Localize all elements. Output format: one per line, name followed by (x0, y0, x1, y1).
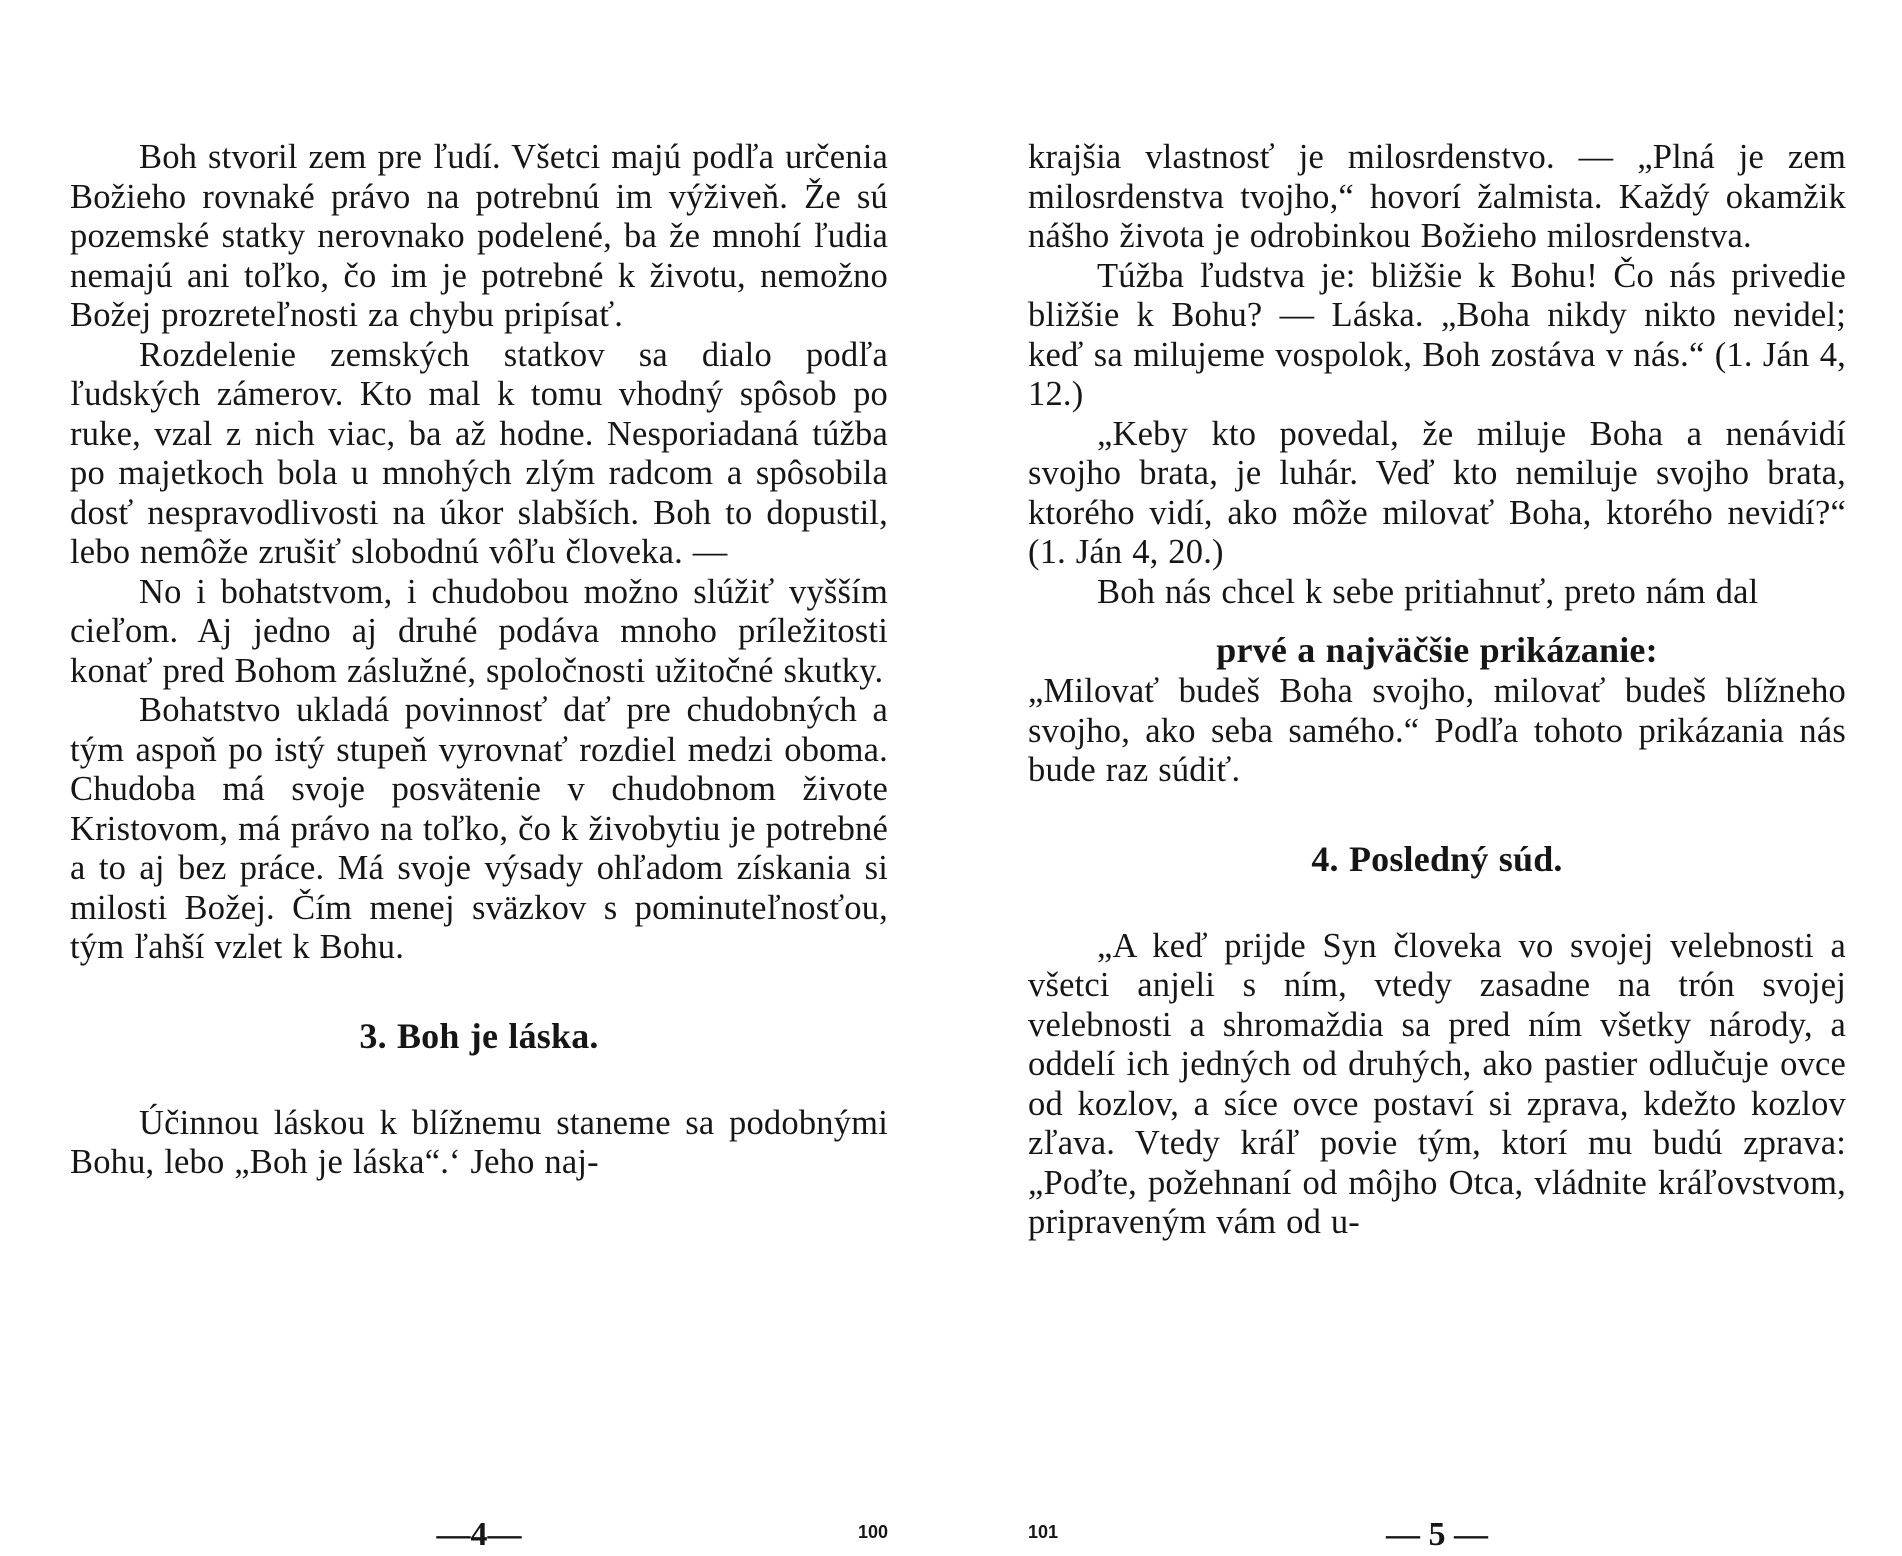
left-page-footer (70, 1516, 888, 1556)
right-page-body (1028, 138, 1846, 1243)
folio: — 5 — (1386, 1516, 1488, 1553)
paragraph: krajšia vlastnosť je milosrdenstvo. — „Plná je zem milosrdenstva tvojho,“ hovorí žalmista. Každý okamžik nášho života je odrobinkou Božieho milosrdenstva. (1028, 138, 1846, 255)
paragraph: Účinnou láskou k blížnemu staneme sa podobnými Bohu, lebo „Boh je láska“.‘ Jeho naj- (70, 1103, 888, 1181)
paragraph: Túžba ľudstva je: bližšie k Bohu! Čo nás privedie bližšie k Bohu? — Láska. „Boha nikdy nikto nevidel; keď sa milujeme vospolok, Boh zostáva v nás.“ (1. Ján 4, 12.) (1028, 256, 1846, 413)
subheading: prvé a najväčšie prikázanie: (1216, 630, 1658, 670)
section-heading: 3. Boh je láska. (359, 1015, 599, 1056)
paragraph: „Keby kto povedal, že miluje Boha a nenávidí svojho brata, je luhár. Veď kto nemiluje svojho brata, ktorého vidí, ako môže milovať Boha, ktorého nevidí?“ (1. Ján 4, 20.) (1028, 414, 1846, 571)
paragraph: Boh stvoril zem pre ľudí. Všetci majú podľa určenia Božieho rovnaké právo na potrebnú im výživeň. Že sú pozemské statky nerovnako podelené, ba že mnohí ľudia nemajú ani toľko, čo im je potrebné k životu, nemožno Božej prozreteľnosti za chybu pripísať. (70, 138, 888, 334)
paragraph: No i bohatstvom, i chudobou možno slúžiť vyšším cieľom. Aj jedno aj druhé podáva mnoho príležitosti konať pred Bohom záslužné, spoločnosti užitočné skutky. (70, 572, 888, 690)
paragraph: „A keď prijde Syn človeka vo svojej velebnosti a všetci anjeli s ním, vtedy zasadne na trón svojej velebnosti a shromaždia sa pred ním všetky národy, a oddelí ich jedných od druhých, ako pastier odlučuje ovce od kozlov, a síce ovce postaví si zprava, kdežto kozlov zľava. Vtedy kráľ povie tým, ktorí mu budú zprava: „Poďte, požehnaní od môjho Otca, vládnite kráľovstvom, pripraveným vám od u- (1028, 926, 1846, 1241)
paragraph: Boh nás chcel k sebe pritiahnuť, preto nám dal (1097, 572, 1759, 611)
page-number: 101 (1028, 1522, 1059, 1542)
commandment: „Milovať budeš Boha svojho, milovať budeš blížneho svojho, ako seba samého.“ Podľa tohoto prikázania nás bude raz súdiť. (1028, 672, 1846, 789)
right-page-footer (1028, 1516, 1846, 1556)
paragraph: Bohatstvo ukladá povinnosť dať pre chudobných a tým aspoň po istý stupeň vyrovnať rozdiel medzi oboma. Chudoba má svoje posvätenie v chudobnom živote Kristovom, má právo na toľko, čo k živobytiu je potrebné a to aj bez práce. Má svoje výsady ohľadom získania si milosti Božej. Čím menej sväzkov s pominuteľnosťou, tým ľahší vzlet k Bohu. (70, 691, 888, 966)
page-number: 100 (857, 1522, 888, 1542)
paragraph: Rozdelenie zemských statkov sa dialo podľa ľudských zámerov. Kto mal k tomu vhodný spôsob po ruke, vzal z nich viac, ba až hodne. Nesporiadaná túžba po majetkoch bola u mnohých zlým radcom a spôsobila dosť nespravodlivosti na úkor slabších. Boh to dopustil, lebo nemôže zrušiť slobodnú vôľu človeka. — (70, 335, 888, 571)
left-page (70, 138, 888, 1553)
section-heading: 4. Posledný súd. (1311, 838, 1563, 879)
left-page-body (70, 138, 888, 1183)
right-page (1028, 138, 1846, 1553)
folio: —4— (436, 1516, 522, 1553)
